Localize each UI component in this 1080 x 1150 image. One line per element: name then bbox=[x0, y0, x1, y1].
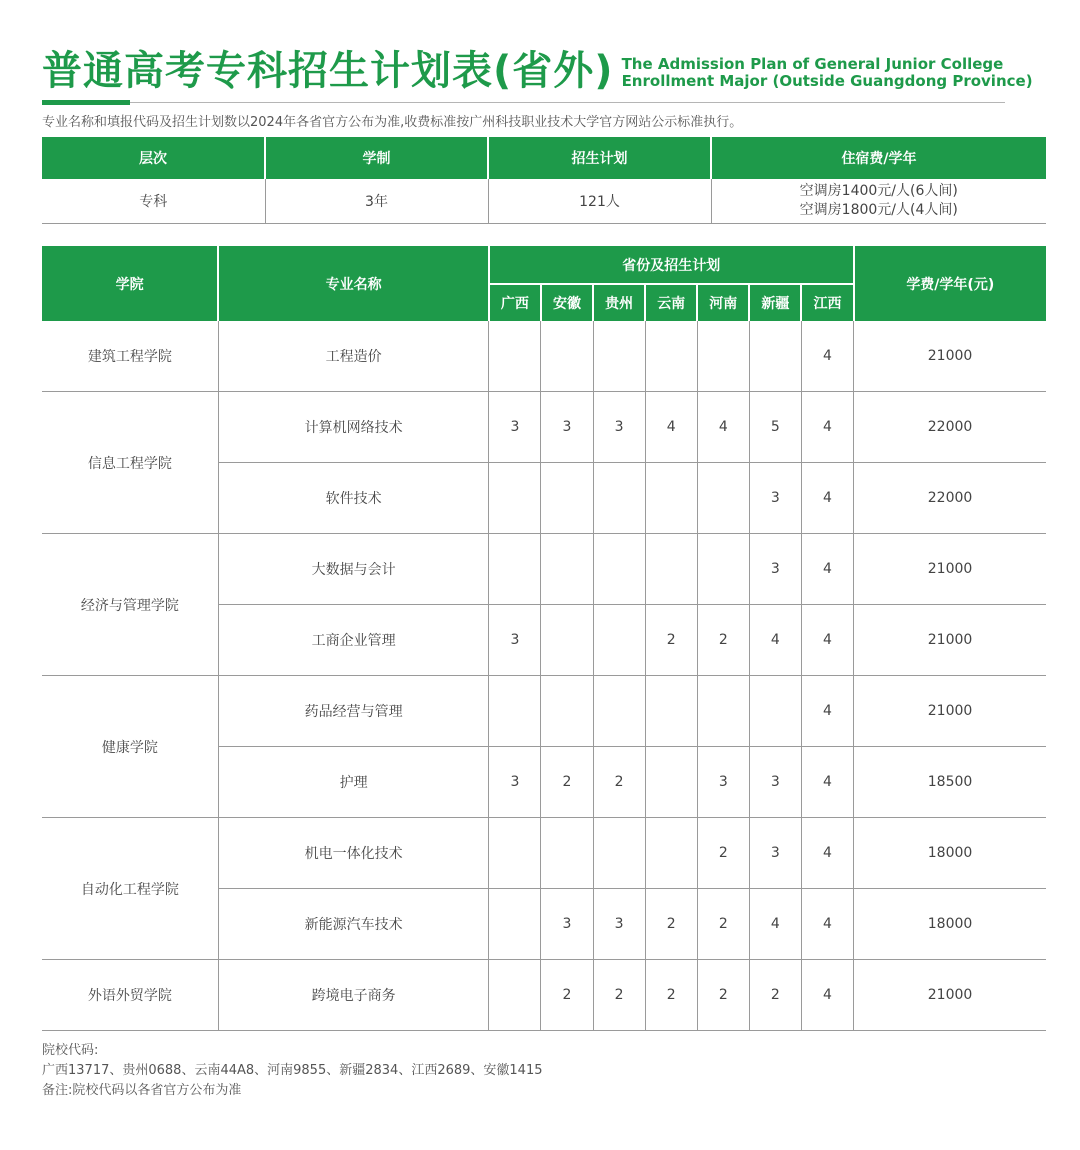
header-fee: 学费/学年(元) bbox=[854, 246, 1046, 321]
major-name: 新能源汽车技术 bbox=[218, 889, 489, 960]
province-count: 3 bbox=[749, 534, 801, 605]
province-count bbox=[489, 889, 541, 960]
province-count: 4 bbox=[801, 818, 853, 889]
header-provinces: 省份及招生计划 bbox=[489, 246, 854, 284]
summary-lodging bbox=[711, 179, 1046, 224]
province-count: 4 bbox=[801, 960, 853, 1031]
province-count bbox=[593, 534, 645, 605]
province-count: 2 bbox=[697, 960, 749, 1031]
province-count: 3 bbox=[593, 392, 645, 463]
table-row bbox=[42, 818, 1046, 889]
province-count: 4 bbox=[749, 605, 801, 676]
major-name: 护理 bbox=[218, 747, 489, 818]
province-count: 3 bbox=[697, 747, 749, 818]
province-count: 3 bbox=[489, 392, 541, 463]
province-count bbox=[697, 676, 749, 747]
header-province: 河南 bbox=[697, 284, 749, 321]
header-province: 江西 bbox=[801, 284, 853, 321]
province-count: 2 bbox=[593, 747, 645, 818]
table-row bbox=[42, 321, 1046, 392]
summary-header-lodging: 住宿费/学年 bbox=[711, 137, 1046, 179]
college-name: 经济与管理学院 bbox=[42, 534, 218, 676]
province-count bbox=[489, 463, 541, 534]
province-count: 3 bbox=[593, 889, 645, 960]
province-count bbox=[593, 321, 645, 392]
title-en-line-2: Enrollment Major (Outside Guangdong Province) bbox=[621, 72, 1033, 90]
province-count bbox=[749, 321, 801, 392]
summary-plan: 121人 bbox=[488, 179, 711, 224]
province-count: 4 bbox=[801, 605, 853, 676]
province-count: 2 bbox=[697, 889, 749, 960]
province-count bbox=[541, 818, 593, 889]
province-count bbox=[645, 534, 697, 605]
province-count bbox=[489, 534, 541, 605]
province-count: 4 bbox=[801, 534, 853, 605]
province-count bbox=[645, 747, 697, 818]
province-count: 4 bbox=[801, 321, 853, 392]
province-count: 5 bbox=[749, 392, 801, 463]
summary-header-plan: 招生计划 bbox=[488, 137, 711, 179]
province-count: 4 bbox=[749, 889, 801, 960]
province-count bbox=[541, 534, 593, 605]
province-count bbox=[645, 676, 697, 747]
major-name: 工商企业管理 bbox=[218, 605, 489, 676]
tuition-fee: 22000 bbox=[854, 392, 1046, 463]
title-en-line-1: The Admission Plan of General Junior College bbox=[621, 55, 1004, 73]
major-name: 大数据与会计 bbox=[218, 534, 489, 605]
tuition-fee: 22000 bbox=[854, 463, 1046, 534]
province-count bbox=[489, 818, 541, 889]
college-name: 外语外贸学院 bbox=[42, 960, 218, 1031]
province-count: 2 bbox=[749, 960, 801, 1031]
province-count: 3 bbox=[541, 392, 593, 463]
tuition-fee: 21000 bbox=[854, 605, 1046, 676]
province-count: 2 bbox=[593, 960, 645, 1031]
province-count bbox=[593, 463, 645, 534]
province-count bbox=[489, 960, 541, 1031]
page-title-english bbox=[622, 56, 1033, 96]
major-name: 跨境电子商务 bbox=[218, 960, 489, 1031]
province-count bbox=[541, 605, 593, 676]
province-count: 3 bbox=[749, 747, 801, 818]
table-row bbox=[42, 676, 1046, 747]
tuition-fee: 21000 bbox=[854, 534, 1046, 605]
tuition-fee: 21000 bbox=[854, 960, 1046, 1031]
province-count bbox=[645, 321, 697, 392]
province-count bbox=[645, 463, 697, 534]
title-divider bbox=[130, 102, 1005, 103]
province-count: 4 bbox=[697, 392, 749, 463]
footer-code-label: 院校代码: bbox=[42, 1043, 99, 1058]
summary-header-level: 层次 bbox=[42, 137, 265, 179]
college-name: 建筑工程学院 bbox=[42, 321, 218, 392]
header-province: 新疆 bbox=[749, 284, 801, 321]
tuition-fee: 21000 bbox=[854, 676, 1046, 747]
header-note: 专业名称和填报代码及招生计划数以2024年各省官方公布为准,收费标准按广州科技职业技术大学官方网站公示标准执行。 bbox=[42, 115, 743, 130]
summary-header-duration: 学制 bbox=[265, 137, 488, 179]
province-count: 2 bbox=[541, 747, 593, 818]
province-count: 3 bbox=[489, 605, 541, 676]
province-count: 3 bbox=[749, 818, 801, 889]
summary-table bbox=[42, 137, 1046, 224]
province-count bbox=[593, 818, 645, 889]
lodging-option-4: 空调房1800元/人(4人间) bbox=[799, 202, 958, 218]
province-count: 2 bbox=[645, 605, 697, 676]
page-title: 普通高考专科招生计划表(省外) bbox=[42, 48, 614, 94]
province-count: 4 bbox=[801, 676, 853, 747]
province-count bbox=[541, 321, 593, 392]
summary-level: 专科 bbox=[42, 179, 265, 224]
footer-codes: 广西13717、贵州0688、云南44A8、河南9855、新疆2834、江西2689、安徽1415 bbox=[42, 1063, 543, 1078]
province-count: 2 bbox=[645, 889, 697, 960]
college-name: 信息工程学院 bbox=[42, 392, 218, 534]
province-count bbox=[697, 321, 749, 392]
province-count: 2 bbox=[697, 818, 749, 889]
table-row bbox=[42, 960, 1046, 1031]
major-name: 药品经营与管理 bbox=[218, 676, 489, 747]
major-name: 软件技术 bbox=[218, 463, 489, 534]
header-province: 贵州 bbox=[593, 284, 645, 321]
province-count bbox=[541, 463, 593, 534]
province-count bbox=[697, 463, 749, 534]
province-count: 4 bbox=[801, 747, 853, 818]
enrollment-plan-table bbox=[42, 246, 1046, 1031]
footer-notes bbox=[42, 1041, 542, 1101]
title-accent-bar bbox=[42, 100, 130, 105]
header-major: 专业名称 bbox=[218, 246, 489, 321]
page-header bbox=[42, 46, 1033, 96]
province-count: 2 bbox=[697, 605, 749, 676]
header-province: 云南 bbox=[645, 284, 697, 321]
province-count bbox=[489, 321, 541, 392]
college-name: 自动化工程学院 bbox=[42, 818, 218, 960]
footer-remark: 备注:院校代码以各省官方公布为准 bbox=[42, 1083, 242, 1098]
province-count: 4 bbox=[801, 392, 853, 463]
major-name: 机电一体化技术 bbox=[218, 818, 489, 889]
province-count: 4 bbox=[801, 463, 853, 534]
header-college: 学院 bbox=[42, 246, 218, 321]
province-count: 3 bbox=[489, 747, 541, 818]
table-row bbox=[42, 534, 1046, 605]
province-count bbox=[489, 676, 541, 747]
lodging-option-6: 空调房1400元/人(6人间) bbox=[799, 183, 958, 199]
tuition-fee: 21000 bbox=[854, 321, 1046, 392]
province-count: 4 bbox=[801, 889, 853, 960]
province-count bbox=[749, 676, 801, 747]
province-count bbox=[697, 534, 749, 605]
province-count: 4 bbox=[645, 392, 697, 463]
province-count bbox=[645, 818, 697, 889]
province-count: 3 bbox=[541, 889, 593, 960]
province-count bbox=[541, 676, 593, 747]
province-count bbox=[593, 676, 645, 747]
major-name: 计算机网络技术 bbox=[218, 392, 489, 463]
plan-table-body bbox=[42, 321, 1046, 1031]
province-count: 3 bbox=[749, 463, 801, 534]
header-province: 广西 bbox=[489, 284, 541, 321]
tuition-fee: 18000 bbox=[854, 818, 1046, 889]
table-row bbox=[42, 392, 1046, 463]
major-name: 工程造价 bbox=[218, 321, 489, 392]
province-count bbox=[593, 605, 645, 676]
tuition-fee: 18000 bbox=[854, 889, 1046, 960]
province-count: 2 bbox=[541, 960, 593, 1031]
province-count: 2 bbox=[645, 960, 697, 1031]
college-name: 健康学院 bbox=[42, 676, 218, 818]
tuition-fee: 18500 bbox=[854, 747, 1046, 818]
summary-duration: 3年 bbox=[265, 179, 488, 224]
header-province: 安徽 bbox=[541, 284, 593, 321]
